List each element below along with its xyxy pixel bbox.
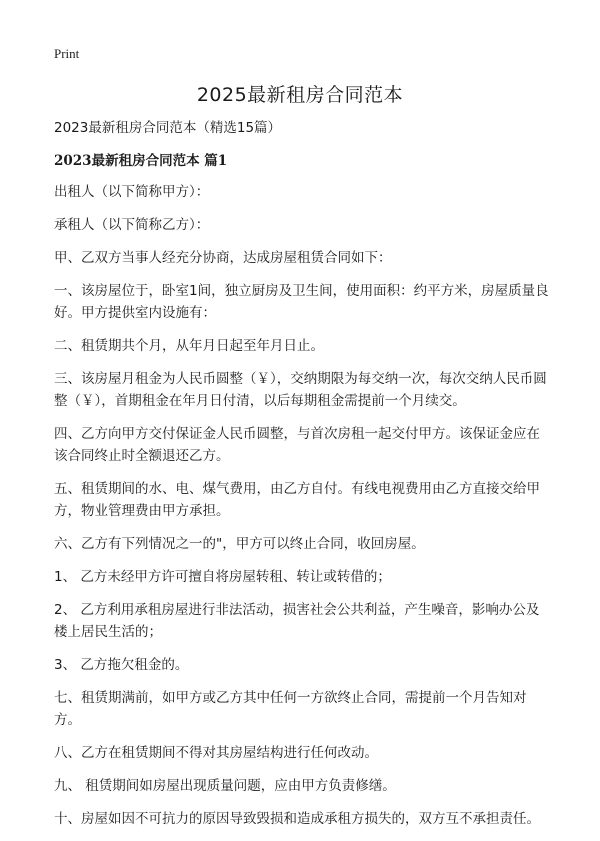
print-link[interactable]: Print xyxy=(54,46,80,61)
paragraph-lessee: 承租人（以下简称乙方）： xyxy=(54,217,210,233)
paragraph-intro: 甲、乙双方当事人经充分协商，达成房屋租赁合同如下： xyxy=(54,250,392,266)
clause-4: 四、乙方向甲方交付保证金人民币圆整，与首次房租一起交付甲方。该保证金应在该合同终止时全额退还乙方。 xyxy=(54,426,540,464)
clause-1: 一、该房屋位于，卧室1间，独立厨房及卫生间，使用面积：约平方米，房屋质量良好。甲方提供室内设施有： xyxy=(54,283,549,321)
clause-9: 九、 租赁期间如房屋出现质量问题，应由甲方负责修缮。 xyxy=(54,778,396,794)
clause-6: 六、乙方有下列情况之一的"，甲方可以终止合同，收回房屋。 xyxy=(54,536,425,552)
clause-8: 八、乙方在租赁期间不得对其房屋结构进行任何改动。 xyxy=(54,745,378,761)
clause-3: 三、该房屋月租金为人民币圆整（￥），交纳期限为每交纳一次，每次交纳人民币圆整（￥），首期租金在年月日付清，以后每期租金需提前一个月续交。 xyxy=(54,371,547,409)
clause-5: 五、租赁期间的水、电、煤气费用，由乙方自付。有线电视费用由乙方直接交给甲方，物业管理费由甲方承担。 xyxy=(54,481,540,519)
document-body xyxy=(54,117,550,841)
clause-10: 十、房屋如因不可抗力的原因导致毁损和造成承租方损失的，双方互不承担责任。 xyxy=(54,811,540,827)
clause-2: 二、租赁期共个月，从年月日起至年月日止。 xyxy=(54,338,324,354)
paragraph-lessor: 出租人（以下简称甲方）： xyxy=(54,184,210,200)
document-subtitle: 2023最新租房合同范本（精选15篇） xyxy=(54,120,282,136)
clause-7: 七、租赁期满前，如甲方或乙方其中任何一方欲终止合同，需提前一个月告知对方。 xyxy=(54,690,527,728)
clause-6-item-1: 1、 乙方未经甲方许可擅自将房屋转租、转让或转借的； xyxy=(54,569,391,585)
clause-6-item-2: 2、 乙方利用承租房屋进行非法活动，损害社会公共利益，产生噪音，影响办公及楼上居民生活的； xyxy=(54,602,540,640)
clause-6-item-3: 3、 乙方拖欠租金的。 xyxy=(54,657,189,673)
document-title: 2025最新租房合同范本 xyxy=(196,84,404,106)
section-heading: 2023最新租房合同范本 篇1 xyxy=(54,153,228,169)
